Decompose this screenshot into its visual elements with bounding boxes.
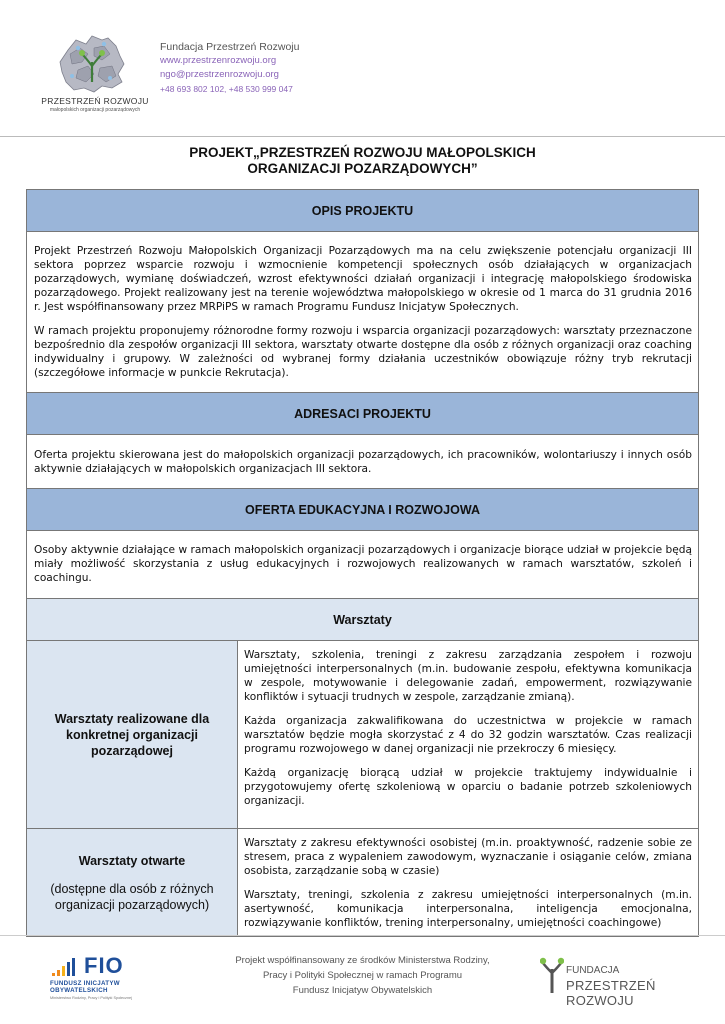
org-name: Fundacja Przestrzeń Rozwoju: [160, 41, 300, 53]
page-header: [0, 0, 725, 135]
fio-program-name: FUNDUSZ INICJATYW OBYWATELSKICH: [50, 980, 120, 994]
adresaci-paragraph: Oferta projektu skierowana jest do małopolskich organizacji pozarządowych, ich pracowników, wolontariuszy i innych osób aktywnie działających w małopolskich organizacjach III sektora.: [34, 449, 692, 475]
row-label-cell: [27, 829, 238, 936]
malopolska-map-logo-icon: [58, 32, 126, 94]
project-table: [26, 189, 699, 937]
funding-line-1: Projekt współfinansowany ze środków Ministerstwa Rodziny,: [235, 955, 490, 966]
row-paragraph-1: Warsztaty, szkolenia, treningi z zakresu zarządzania zespołem i rozwoju umiejętności interpersonalnych (m.in. budowanie zespołu, efektywna komunikacja w zespole, motywowanie i delegowanie zadań, empowerment, rozwiązywanie konfliktów i sytuacji trudnych w zespole, zarządzanie zmianą).: [244, 649, 692, 703]
section-heading-warsztaty: Warsztaty: [27, 599, 698, 641]
row-label-cell: [27, 641, 238, 828]
email-link[interactable]: ngo@przestrzenrozwoju.org: [160, 69, 279, 80]
fundacja-logo: [540, 955, 710, 1008]
row-paragraph-2: Warsztaty, treningi, szkolenia z zakresu umiejętności interpersonalnych (m.in. asertywność, komunikacja interpersonalna, inteligencja emocjonalna, rozwiązywanie konfliktów, trening interpersonalny, umiejętności coachingowe): [244, 889, 692, 929]
page-title: [0, 145, 725, 177]
fundacja-label: FUNDACJA: [566, 965, 620, 976]
header-divider: [0, 136, 725, 137]
row-label: Warsztaty otwarte: [78, 853, 186, 868]
funding-note: [205, 953, 520, 998]
section-heading-opis: OPIS PROJEKTU: [27, 190, 698, 232]
section-body-adresaci: [27, 435, 698, 489]
logo-caption: [40, 96, 150, 113]
funding-line-2: Pracy i Polityki Społecznej w ramach Programu: [262, 970, 463, 981]
fio-wordmark: FIO: [84, 953, 124, 978]
row-paragraph-3: Każdą organizację biorącą udział w projekcie traktujemy indywidualnie i przygotowujemy ofertę szkoleniową w oparciu o badanie potrzeb szkoleniowych organizacji.: [244, 767, 692, 807]
fio-dots-icon: [50, 955, 80, 979]
row-label: Warsztaty realizowane dla konkretnej organizacji pozarządowej: [54, 711, 210, 758]
warsztaty-row-otwarte: [27, 829, 698, 936]
row-content-cell: [238, 641, 698, 828]
logo-tagline: małopolskich organizacji pozarządowych: [49, 107, 141, 113]
warsztaty-row-organizacja: [27, 641, 698, 829]
fundacja-name: PRZESTRZEŃ ROZWOJU: [566, 978, 656, 1008]
phone-numbers: +48 693 802 102, +48 530 999 047: [160, 84, 293, 94]
section-body-opis: [27, 232, 698, 393]
title-line-1: PROJEKT„PRZESTRZEŃ ROZWOJU MAŁOPOLSKICH: [189, 145, 536, 160]
opis-paragraph-1: Projekt Przestrzeń Rozwoju Małopolskich Organizacji Pozarządowych ma na celu zwiększenie potencjału organizacji III sektora poprzez wsparcie rozwoju i wzmocnienie kompetencji społecznych osób działających w organizacjach pozarządowych, wymianę doświadczeń, wzrost efektywności działań organizacji i integrację małopolskiego środowiska pozarządowego. Projekt realizowany jest na terenie województwa małopolskiego w okresie od 1 marca do 31 grudnia 2016 r. Jest współfinansowany przez MRPiPS w ramach Programu Fundusz Inicjatyw Społecznych.: [34, 245, 692, 313]
logo-title: PRZESTRZEŃ ROZWOJU: [41, 96, 149, 106]
section-body-oferta: [27, 531, 698, 599]
row-content-cell: [238, 829, 698, 936]
oferta-paragraph: Osoby aktywnie działające w ramach małopolskich organizacji pozarządowych i organizacje biorące udział w projekcie będą miały możliwość skorzystania z usług edukacyjnych i rozwojowych realizowanych w ramach warsztatów, szkoleń i coachingu.: [34, 544, 692, 584]
row-paragraph-2: Każda organizacja zakwalifikowana do uczestnictwa w projekcie w ramach warsztatów będzie mogła skorzystać z 4 do 32 godzin warsztatów. Czas realizacji programu rozwojowego w danej organizacji nie przekroczy 6 miesięcy.: [244, 715, 692, 755]
row-sublabel: (dostępne dla osób z różnych organizacji pozarządowych): [50, 881, 214, 912]
website-link[interactable]: www.przestrzenrozwoju.org: [160, 55, 277, 66]
contact-block: [160, 40, 299, 96]
fio-ministry: Ministerstwo Rodziny, Pracy i Polityki Społecznej: [50, 996, 133, 1000]
title-line-2: ORGANIZACJI POZARZĄDOWYCH”: [247, 161, 478, 176]
fio-logo: [50, 953, 145, 1003]
funding-line-3: Fundusz Inicjatyw Obywatelskich: [292, 985, 433, 996]
section-heading-oferta: OFERTA EDUKACYJNA I ROZWOJOWA: [27, 489, 698, 531]
opis-paragraph-2: W ramach projektu proponujemy różnorodne formy rozwoju i wsparcia organizacji pozarządowych: warsztaty przeznaczone bezpośrednio dla zespołów organizacji III sektora, warsztaty otwarte dostępne dla osób z różnych organizacji oraz coaching indywidualny i grupowy. W zależności od wybranej formy działania uczestników obowiązuje różny tryb rekrutacji (szczegółowe informacje w punkcie Rekrutacja).: [34, 325, 692, 379]
sprout-icon: [540, 955, 564, 995]
row-paragraph-1: Warsztaty z zakresu efektywności osobistej (m.in. proaktywność, radzenie sobie ze stresem, praca z wypaleniem zawodowym, wyznaczanie i osiąganie celów, zmiana osobista, zarządzanie sobą w czasie): [244, 837, 692, 877]
footer-divider: [0, 935, 725, 936]
section-heading-adresaci: ADRESACI PROJEKTU: [27, 393, 698, 435]
